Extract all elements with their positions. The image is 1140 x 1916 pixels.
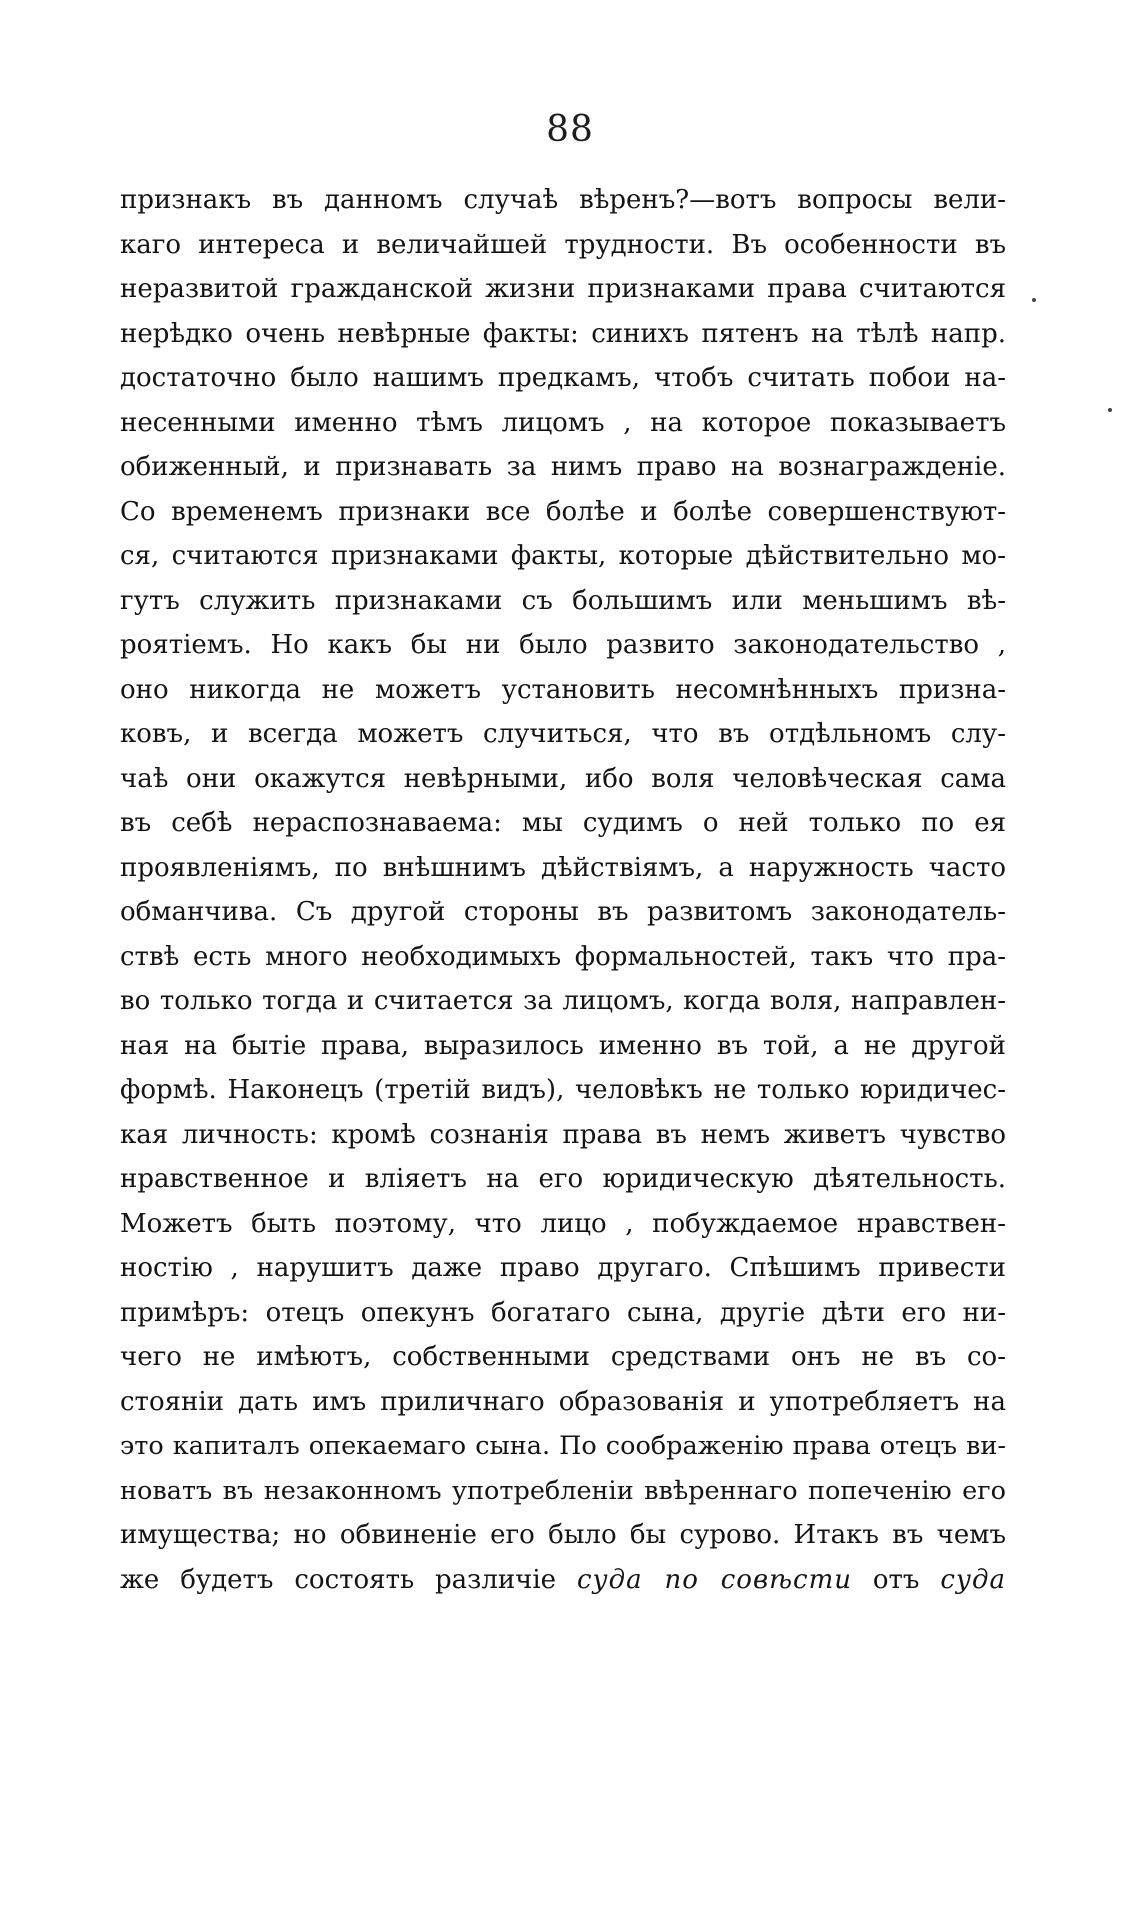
last-line-middle: отъ <box>872 1564 920 1595</box>
text-line-28: стояніи дать имъ приличнаго образованія и употребляетъ на <box>120 1386 1006 1417</box>
text-line-29: это капиталъ опекаемаго сына. По соображенію права отецъ ви- <box>120 1431 1006 1461</box>
text-line-30: новатъ въ незаконномъ употребленіи ввѣреннаго попеченію его <box>120 1475 1006 1506</box>
italic-phrase-1: суда по совѣсти <box>576 1564 852 1595</box>
text-line-27: чего не имѣютъ, собственными средствами онъ не въ со- <box>120 1342 1006 1372</box>
text-line-8: Со временемъ признаки все болѣе и болѣе совершенствуют- <box>120 496 1006 527</box>
text-line-2: каго интереса и величайшей трудности. Въ особенности въ <box>120 229 1006 260</box>
ink-speck <box>1108 408 1112 412</box>
text-line-19: во только тогда и считается за лицомъ, когда воля, направлен- <box>120 986 1006 1016</box>
text-line-20: ная на бытіе права, выразилось именно въ той, а не другой <box>120 1030 1006 1061</box>
last-line-start: же будетъ состоять различіе <box>120 1564 557 1595</box>
text-line-18: ствѣ есть много необходимыхъ формальностей, такъ что пра- <box>120 941 1006 972</box>
text-line-5: достаточно было нашимъ предкамъ, чтобъ считать побои на- <box>120 363 1006 393</box>
text-line-24: Можетъ быть поэтому, что лицо , побуждаемое нравствен- <box>120 1208 1006 1239</box>
text-line-9: ся, считаются признаками факты, которые дѣйствительно мо- <box>120 541 1006 571</box>
text-line-3: неразвитой гражданской жизни признаками права считаются <box>120 274 1006 304</box>
text-line-21: формѣ. Наконецъ (третій видъ), человѣкъ не только юридичес- <box>120 1075 1006 1105</box>
ink-speck <box>1032 298 1036 302</box>
italic-phrase-2: суда <box>940 1564 1006 1595</box>
page-number: 88 <box>546 109 594 150</box>
text-line-15: въ себѣ нераспознаваема: мы судимъ о ней только по ея <box>120 808 1006 838</box>
text-line-16: проявленіямъ, по внѣшнимъ дѣйствіямъ, а наружность часто <box>120 852 1006 883</box>
text-line-23: нравственное и вліяетъ на его юридическую дѣятельность. <box>120 1164 1006 1194</box>
text-line-6: несенными именно тѣмъ лицомъ , на которое показываетъ <box>120 407 1006 438</box>
text-line-17: обманчива. Съ другой стороны въ развитомъ законодатель- <box>120 897 1006 927</box>
text-line-25: ностію , нарушитъ даже право другаго. Спѣшимъ привести <box>120 1253 1006 1283</box>
text-line-12: оно никогда не можетъ установить несомнѣнныхъ призна- <box>120 674 1006 705</box>
text-line-31: имущества; но обвиненіе его было бы сурово. Итакъ въ чемъ <box>120 1520 1006 1550</box>
text-line-14: чаѣ они окажутся невѣрными, ибо воля человѣческая сама <box>120 763 1006 794</box>
text-line-13: ковъ, и всегда можетъ случиться, что въ отдѣльномъ слу- <box>120 719 1006 749</box>
text-line-11: роятіемъ. Но какъ бы ни было развито законодательство , <box>120 630 1006 660</box>
body-text <box>120 178 1006 1602</box>
text-line-4: нерѣдко очень невѣрные факты: синихъ пятенъ на тѣлѣ напр. <box>120 318 1006 349</box>
text-line-7: обиженный, и признавать за нимъ право на вознагражденіе. <box>120 452 1006 482</box>
text-line-10: гутъ служить признаками съ большимъ или меньшимъ вѣ- <box>120 585 1006 616</box>
text-line-1: признакъ въ данномъ случаѣ вѣренъ?—вотъ вопросы вели- <box>120 185 1006 215</box>
text-line-32 <box>120 1558 1006 1603</box>
text-line-22: кая личность: кромѣ сознанія права въ немъ живетъ чувство <box>120 1119 1006 1150</box>
text-line-26: примѣръ: отецъ опекунъ богатаго сына, другіе дѣти его ни- <box>120 1297 1006 1328</box>
